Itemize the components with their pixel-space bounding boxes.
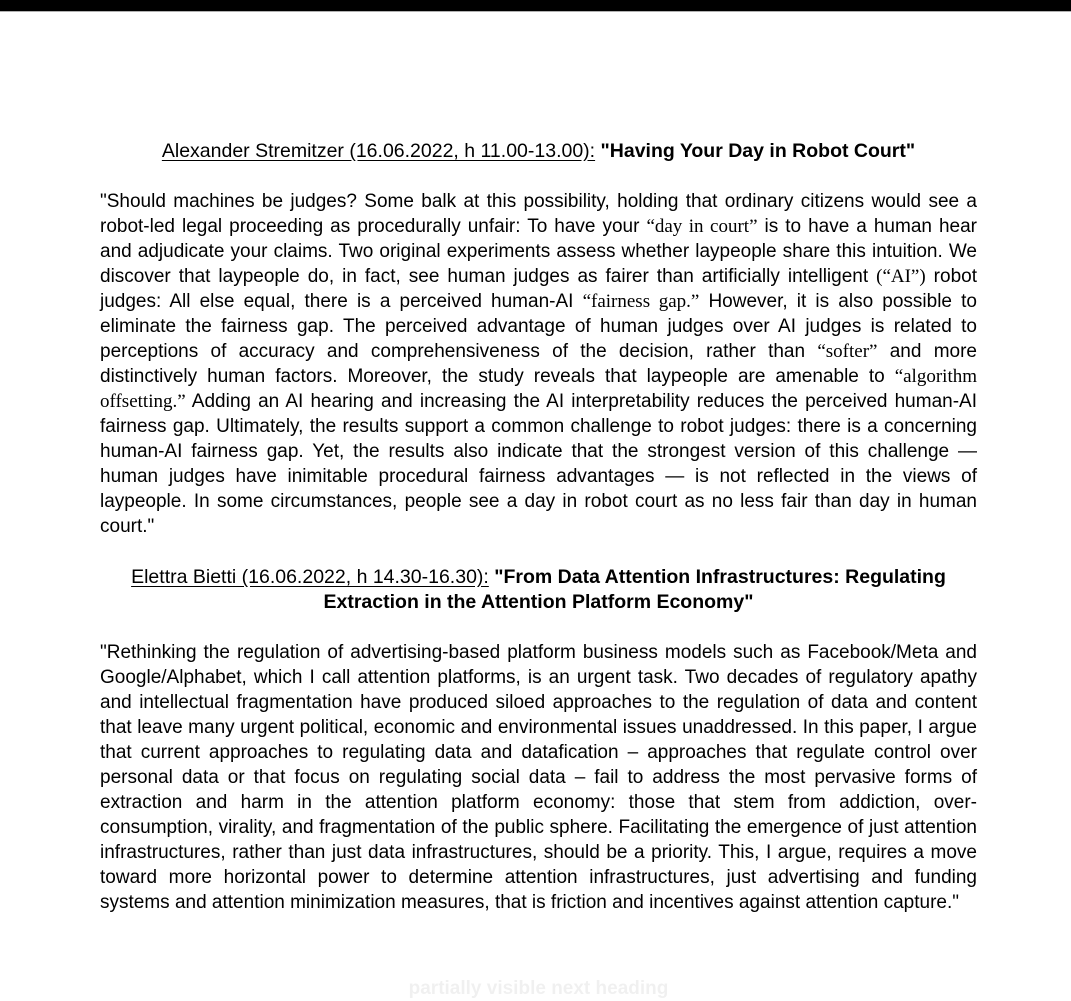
document-page [0, 12, 1071, 999]
abstract-1-seg-4: robot judges: All else equal, there is a perceived human-AI [100, 266, 977, 312]
abstract-1-seg-6: However, it is also possible to eliminate the fairness gap. The perceived advantage of human judges over AI judges is related to perceptions of accuracy and comprehensiveness of the decision, rather than [100, 291, 977, 362]
viewer-top-bar [0, 0, 1071, 11]
talk-title-1: "Having Your Day in Robot Court" [600, 140, 916, 162]
abstract-1-seg-9: “algorithm offsetting.” [100, 366, 977, 412]
abstract-2-seg-0: "Rethinking the regulation of advertising-based platform business models such as Facebook/Meta and Google/Alphabet, which I call attention platforms, is an urgent task. Two decades of regulatory apathy and intellectual fragmentation have produced siloed approaches to the regulation of data and content that leave many urgent political, economic and environmental issues unaddressed. In this paper, I argue that current approaches to regulating data and datafication – approaches that regulate control over personal data or that focus on regulating social data – fail to address the most pervasive forms of extraction and harm in the attention platform economy: those that stem from addiction, over-consumption, virality, and fragmentation of the public sphere. Facilitating the emergence of just attention infrastructures, rather than just data infrastructures, should be a priority. This, I argue, requires a move toward more horizontal power to determine attention infrastructures, just advertising and funding systems and attention minimization measures, that is friction and incentives against attention capture." [100, 642, 977, 913]
abstract-1-seg-7: “softer” [817, 341, 878, 362]
speaker-line-2: Elettra Bietti (16.06.2022, h 14.30-16.30): [131, 566, 489, 588]
abstract-paragraph-2 [100, 640, 977, 915]
abstract-1-seg-5: “fairness gap.” [582, 291, 700, 312]
entry-heading-1 [100, 139, 977, 164]
speaker-line-1: Alexander Stremitzer (16.06.2022, h 11.00-13.00): [161, 140, 596, 162]
abstract-1-seg-2: is to have a human hear and adjudicate your claims. Two original experiments assess whether laypeople share this intuition. We discover that laypeople do, in fact, see human judges as fairer than artificially intelligent [100, 216, 977, 287]
abstract-1-seg-10: Adding an AI hearing and increasing the AI interpretability reduces the perceived human-AI fairness gap. Ultimately, the results support a common challenge to robot judges: there is a concerning human-AI fairness gap. Yet, the results also indicate that the strongest version of this challenge — human judges have inimitable procedural fairness advantages — is not reflected in the views of laypeople. In some circumstances, people see a day in robot court as no less fair than day in human court." [100, 391, 977, 537]
abstract-1-seg-1: “day in court” [646, 216, 758, 237]
cut-off-next-heading: partially visible next heading [408, 978, 669, 999]
abstract-1-seg-3: (“AI”) [876, 266, 926, 287]
abstract-paragraph-1 [100, 189, 977, 539]
abstract-1-seg-8: and more distinctively human factors. Moreover, the study reveals that laypeople are amenable to [100, 341, 977, 387]
talk-title-2: "From Data Attention Infrastructures: Regulating Extraction in the Attention Platform Economy" [323, 566, 946, 613]
abstract-1-seg-0: "Should machines be judges? Some balk at this possibility, holding that ordinary citizens would see a robot-led legal proceeding as procedurally unfair: To have your [100, 191, 977, 237]
entry-heading-2 [100, 565, 977, 615]
